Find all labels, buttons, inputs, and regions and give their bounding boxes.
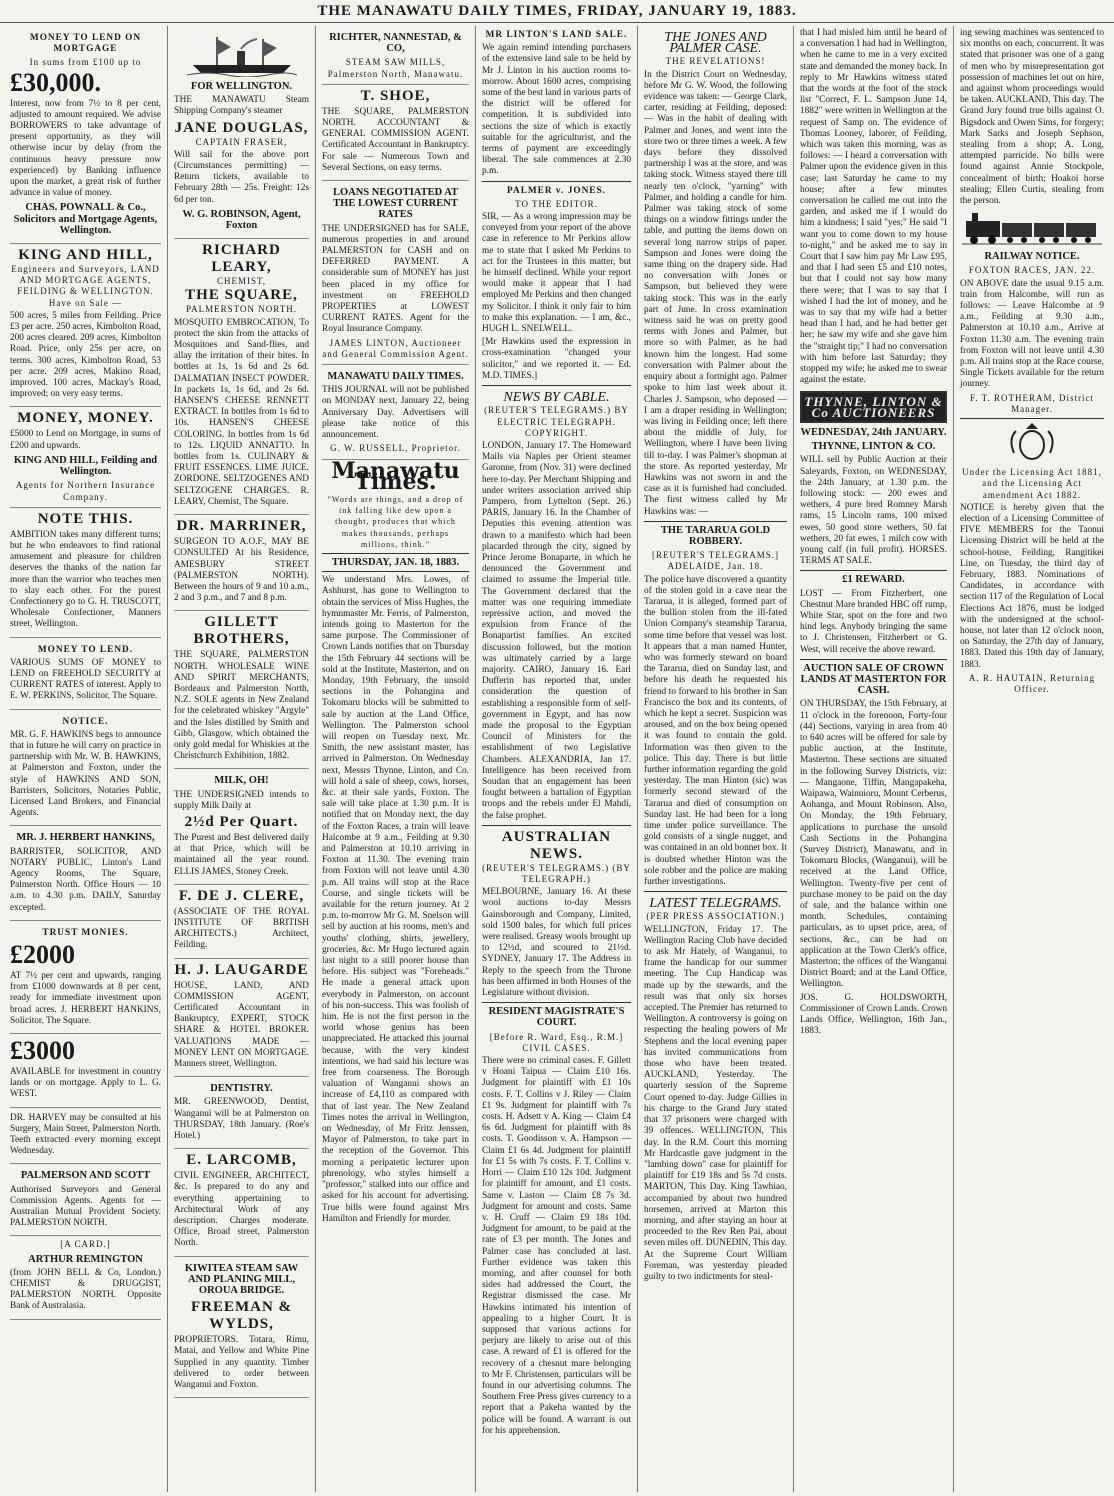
ad-larcomb [174,1149,309,1256]
divider [800,570,947,571]
column-4 [476,26,638,1492]
ad-kiwitea [174,1257,309,1399]
ad-body: THE UNDERSIGNED has for SALE, numerous properties in and around PALMERSTON for CASH and on DEFERRED PAYMENT. A considerable sum of MONEY has just been placed in my office for investment on FREEHOLD PROPERTIES at LOWEST CURRENT RATES. Agent for the Royal Insurance Company. [322,223,469,335]
divider [322,553,469,554]
ad-place: PALMERSTON NORTH. [186,304,297,315]
ad-heading: H. J. LAUGARDE [174,961,309,978]
ad-heading: Under the Licensing Act 1881, and the Licensing Act amendment Act 1882. [962,467,1102,500]
article-heading: THE JONES AND PALMER CASE. [664,30,767,57]
ad-body: (ASSOCIATE OF THE ROYAL INSTITUTE OF BRITISH ARCHITECTS.) Architect, Feilding. [174,906,309,951]
ad-body: STEAM SAW MILLS, Palmerston North, Manawatu. [327,57,464,79]
sale-date: WEDNESDAY, 24th JANUARY. [800,426,947,438]
ad-heading: NOTICE. [62,716,109,727]
ad-body: WILL sell by Public Auction at their Saleyards, Foxton, on WEDNESDAY, the 24th January, at 1.30 p.m. the following stock: — 200 ewes and wethers, 4 pure bred Romney Marsh rams, 15 Lincoln rams, 100 mixed ewes, 50 good store wethers, 50 fat wethers, 20 fat ewes, 1 milch cow with young calf (in full profit). HORSES. TERMS AT SALE. [800,455,947,567]
ad-heading: £1 REWARD. [842,574,905,586]
divider [482,1002,631,1003]
ad-body: THE MANAWATU Steam Shipping Company's steamer [174,95,309,117]
ad-heading: PALMERSON AND SCOTT [20,1170,151,1182]
ad-body: DR. HARVEY may be consulted at his Surgery, Main Street, Palmerston North. Teeth extracted every morning except Wednesday. [10,1112,161,1157]
ad-heading: MONEY TO LEND. [37,644,134,655]
ad-sig: A. R. HAUTAIN, Returning Officer. [968,672,1096,694]
ad-king-hill [10,244,161,407]
ad-sig: The Purest and Best delivered daily at that Price, which will be maintained all the year round. ELLIS JAMES, Stoney Creek. [174,832,309,877]
ad-heading: TRUST MONIES. [42,927,129,938]
ad-heading: RICHARD LEARY, [202,242,281,276]
ad-amount: £3000 [10,1036,75,1066]
article-heading: THE TARARUA GOLD ROBBERY. [660,524,771,547]
article-sub: [Before R. Ward, Esq., R.M.] CIVIL CASES. [489,1031,624,1053]
article-body: In the District Court on Wednesday, before Mr G. W. Wood, the following evidence was taken: — George Clark, carter, residing at Feilding, deposed: — Was in the habit of dealing with Palmer and Jones, and went into the store two or three times a week. A few days before they dissolved partnership I was at the store, and was taking stock. Witness stayed there till nearly ten o'clock, "yarning" with Palmer, and holding a candle for him. Palmer was taking stock of some things on a window fittings under the table, and putting the items down on several long narrow strips of paper. Sampson and Jones were doing the same thing on the drapery side. Had no conversation with Jones or Sampson, but believed they were taking stock. This was in the early part of June. In cross examination witness said he was on pretty good terms with Jones and Palmer, but more so with Palmer, as he had known him the longest. Had some conversation with Palmer about the enquiry about a fortnight ago. Palmer spoke to him last week about it. Charles J. Sampson, who deposed — I am a draper residing in Wellington; was living in Feilding once; left there about the middle of July, for Wellington, where I have been living till to-day. I was Palmer's shopman at the store. As reported yesterday, Mr Hawkins was not sworn in and the case as it is furnished had concluded. The first witness called by Mr Hawkins was: — [644,69,787,517]
ad-heading: MILK, OH! [214,775,269,787]
ad-clere [174,885,309,959]
auctioneer-banner: THYNNE, LINTON & Co AUCTIONEERS [800,391,947,423]
article-sub: THE REVELATIONS! [665,56,766,67]
ad-sig: JAMES LINTON, Auctioneer and General Commission Agent. [322,337,469,359]
article-sub: [REUTER'S TELEGRAMS.] ADELAIDE, Jan. 18. [652,550,779,572]
ad-heading: T. SHOE, [360,87,431,104]
date-line: THURSDAY, JAN. 18, 1883. [331,556,460,568]
column-7 [954,26,1110,1492]
ship-name: JANE DOUGLAS, [174,119,309,136]
column-2 [168,26,316,1492]
article-body: that I had misled him until he heard of a conversation I had had in Wellington, when he came to me in a very excited state and demanded the money back. In reply to Mr Hawkins witness stated that the words at the foot of the stock list "Correct, F. L. Sampson June 14, 1882" were written in Wellington at the request of Samp on. The evidence of Thomas Looney, laborer, of Feilding, which was taken this morning, was as follows: — I heard a conversation with Palmer upon the evidence given in this case; last Saturday he came to my house; after a few minutes conversation he called me out into the garden, and asked me if I would do him a kindness; I said "yes;" He said "I want you to come down to my house to-night," and he asked me to say in Court that I saw him pay Mr Law £95, and that I had seen £5 and £10 notes, but that I could not say how many there were; that I was to say that I wished I had the lot of money, and he was to say that my wife had a better head than I had, and he had better get her; he saw my wife and she gave him the "straight tip;" I had no conversation with him before last Saturday; they stopped my wife; he asked me to swear against the estate. [800,28,947,386]
divider [960,418,1104,419]
leader-body: We understand Mrs. Lowes, of Ashhurst, has gone to Wellington to obtain the services of Miss Hughes, the hymnmaster Mr. Ferris, of Palmerston, intends going to Masterton for the same purpose. The Commissioner of Crown Lands notifies that on Thursday the 15th February 44 sections will be sold at the Institute, Masterton, and on Monday, 19th February, the unsold sections in the Pohangina and Tokomaru blocks will be submitted to sale by auction at the Land Office, Wellington. The Palmerston school will reopen on Tuesday next. Mr. Smith, the new assistant master, has arrived in Palmerston. On Wednesday next, Messrs Thynne, Linton, and Co. will hold a sale of sheep, cows, horses, &c. at their sale yards, Foxton. The sale will take place at 1.30 p.m. It is notified that on Monday next, the day of the Foxton Races, a train will leave Halcombe at 9 a.m., Feilding at 9.30 and Palmerston at 10.10 arriving in Foxton at 11.30. The evening train from Foxton will not leave until 4.30 p.m. All trains will stop at the Race Course, and single tickets will be available for the return journey. At 2 p.m. to-morrow Mr G. M. Snelson will sell by auction at his rooms, men's and youths' clothing, shirts, jewellery, groceries, &c. Mr Hugo lectured again last night to a still poorer house than before. His subject was "Foreheads." He made a general attack upon everybody in Palmerston, on account of his non-success. This was foolish of him. He is not the first person in the world whose genius has been unappreciated. He attacked this journal because, with the very kindest intentions, we had said his lecture was free from coarseness. The Borough valuation of Wanganui shows an increase of £4,110 as compared with that of last year. The New Zealand Times notes the arrival in Wellington, on Wednesday, of Mr Fritz Jenssen, Mayor of Palmerston, to take part in the reception of the Governor. This morning a peripatetic lecturer upon phrenology, who styles himself a "professor," stalked into our office and asked for his account for advertising. True bills were found against Mrs Hamilton and Friendly for murder. [322,575,469,1224]
ad-body: £5000 to Lend on Mortgage, in sums of £200 and upwards. [10,429,161,451]
column-5 [638,26,794,1492]
ad-heading: ARTHUR REMINGTON [28,1253,143,1265]
ad-heading: THYNNE, LINTON & CO. [811,441,936,453]
ad-milk [174,769,309,884]
ad-heading: AUCTION SALE OF CROWN LANDS AT MASTERTON FOR CASH. [800,662,947,697]
ad-body: ON ABOVE date the usual 9.15 a.m. train from Halcombe, will run as follows: — Leave Halcombe at 9 a.m., Feilding at 9.30 a.m., Palmerston at 10.10 a.m., Arrive at Foxton 11.30 a.m. The evening train from Foxton will not leave until 4.30 p.m. All trains stop at the Race course, Single Tickets available for the return journey. [960,278,1104,390]
ad-heading: KING AND HILL, [18,247,153,264]
ad-sig: JOS. G. HOLDSWORTH, Commissioner of Crown Lands. Crown Lands Office, Wellington, 16th Jan., 1883. [800,992,947,1037]
column-1 [4,26,168,1492]
ad-palmerson [10,1164,161,1236]
article-sub: (PER PRESS ASSOCIATION.) [646,911,785,922]
ad-amount: £2000 [10,940,75,969]
ad-loans [322,181,469,365]
train-icon [962,211,1102,247]
ad-body: AT 7½ per cent and upwards, ranging from £1000 downwards at 8 per cent, ready for immediate investment upon broad acres. J. HERBERT HANKINS, Solicitor, The Square. [10,971,161,1026]
ad-sub: In sums from £100 up to [29,57,142,68]
ad-leary [174,239,309,515]
ad-firm: KING AND HILL, Feilding and Wellington. [13,454,158,478]
article-heading: MR LINTON'S LAND SALE. [485,30,628,40]
ad-richter [322,26,469,85]
article-body: WELLINGTON, Friday 17. The Wellington Racing Club have decided to ask Mr Hately, of Wanganui, to frame the handicap for our summer meeting. The Cup Handicap was made up by the stewards, and the result was that only six horses accepted. The Premier has returned to Wellington. A controversy is going on respecting the healing powers of Mr Stephens and the local evening paper has invited communications from those who have been treated. AUCKLAND, Yesterday. The quarterly session of the Supreme Court opened to-day. Judge Gillies in his charge to the Grand Jury stated that 37 prisoners were charged with 39 offences. WELLINGTON, This day. In the R.M. Court this morning Mr Hardcastle gave judgment in the "lambing down" case for plaintiff for plaintiff for £19 18s and 5s 7d costs. MARTON, This Day. King Tawhiao, accompanied by about two hundred horsemen, arrived at Marton this morning, and after staying an hour at proceeded to the Rev Ren Pai, about seven miles off. DUNEDIN, This day. At the Supreme Court William Foreman, was yesterday pleaded guilty to two indictments for steal- [644,924,787,1282]
article-body: SIR, — As a wrong impression may be conveyed from your report of the above case in reference to Mr Perkins allow me to state that I asked Mr Perkins to act for the Trustees in this matter, but he himself declined. While your report would make it appear that I had employed Mr Perkins and then changed my Solicitor. I think it only fair to him to make this explanation. — I am, &c., HUGH L. SNELWELL. [482,212,631,335]
article-heading: AUSTRALIAN NEWS. [501,828,612,862]
divider [644,891,787,892]
ad-sub: CHEMIST, [216,276,267,287]
ad-heading: MONEY TO LEND ON MORTGAGE [29,33,142,55]
ad-mdt-notice [322,365,469,459]
divider [322,571,469,572]
ad-firm: CHAS. POWNALL & Co., Solicitors and Mortgage Agents, Wellington. [13,202,158,236]
article-heading: NEWS BY CABLE. [503,390,610,406]
ad-available [10,1034,161,1108]
ad-money-to-lend [10,638,161,710]
ad-body: ON THURSDAY, the 15th February, at 11 o'clock in the forenoon, Forty-four (44) Sections, varying in area from 40 to 640 acres will be offered for sale by public auction, at the Institute, Masterton. These sections are situated in the following Survey Districts, viz: — Mangaone, Tiffin, Mangapakeha, Waipawa, Wainuioru, Mount Cerberus, Aohanga, and Mount Robinson. Also, On Monday, the 19th February, applications to purchase the unsold Cash Sections in the Pohangina (Survey District), Manawatu, and in Tokomaru Blocks, (Wanganui), will be received at the Land Office, Wellington. Twenty-five per cent of purchase money to be paid on the day of sale, and the balance within one month. Schedules, containing particulars, as to upset price, area, of sections, &c., can be had on application at the Town Clerk's office, Masterton; the offices of the Wanganui District Board; and at the Land Office, Wellington. [800,699,947,990]
ad-heading: KIWITEA STEAM SAW AND PLANING MILL, OROUA BRIDGE. [184,1262,299,1297]
ad-body: LOST — From Fitzherbert, one Chestnut Mare branded HBC off rump, White Star, spot on the fore and two hind legs. Anybody bringing the same to J. Christensen, Fitzherbert or G. West, will receive the above reward. [800,588,947,655]
ad-body: AVAILABLE for investment in country lands or on mortgage. Apply to L. G. WEST. [10,1067,161,1100]
ad-body: 500 acres, 5 miles from Feilding. Price £3 per acre. 250 acres, Kimbolton Road, 200 acres cleared. 209 acres, Kimbolton Road. Price, only 25s per acre, on terms. 300 acres, Kimbolton Road, 53 per acre. 209 acres, Makino Road, improved. 100 acres, Mackay's Road, improved; on very easy terms. [10,310,161,400]
article-sub: (REUTER'S TELEGRAMS.) BY ELECTRIC TELEGRAPH. COPYRIGHT. [484,405,629,438]
ad-heading: FOR WELLINGTON. [190,81,293,92]
ad-heading: MANAWATU DAILY TIMES. [327,371,464,383]
ad-remington [10,1236,161,1319]
article-body: LONDON, January 17. The Homeward Mails via Naples per Orient steamer Garonne, from (Nov. 31) were declined here to-day. Per Merchant Shipping and under writers association arrived ship Pampero, from Lyttelton (Sept. 26.) PARIS, January 16. In the Chamber of Deputies this evening attention was drawn to a manifesto which had been placarded through the city, signed by Prince Jerome Bonaparte, in which he denounced the Government and claimed to assume the Imperial title. The Government declared that the matter was one requiring immediate repressive action, and moved the expulsion from France of the Bonapartist families. An excited discussion followed, but the motion was ultimately carried by a large majority. CAIRO, January 16. Earl Dufferin has reported that, under consideration the question of establishing a responsible form of self-government in Egypt, and has now made the proposal to the Egyptian Council of Ministers for the establishment of two Legislative Chambers. ALEXANDRIA, Jan 17. Intelligence has been received from Soudan that an engagement has been fought between a battalion of Egyptian troops and the rebels under El Mahdi, the false prophet. [482,440,631,821]
ad-sig: G. W. RUSSELL, Proprietor. [330,443,461,454]
divider [800,659,947,660]
paper-motto: "Words are things, and a drop of ink falling like dew upon a thought, produces that which makes thousands, perhaps millions, think." [327,494,464,549]
ad-money-money [10,407,161,507]
ad-heading: RICHTER, NANNESTAD, & CO, [329,32,462,55]
ad-heading: MONEY, MONEY. [17,410,154,427]
divider [482,181,631,182]
ad-heading: F. DE J. CLERE, [178,887,305,904]
ad-body: HOUSE, LAND, AND COMMISSION AGENT, Certificated Accountant in Bankruptcy, EXPERT, STOCK SHARE & HOTEL BROKER. VALUATIONS MADE — MONEY LENT ON MORTGAGE. Manners street, Wellington. [174,980,309,1069]
divider [482,385,631,386]
ad-heading: GILLETT BROTHERS, [193,614,290,648]
ad-body: SURGEON TO A.O.F., MAY BE CONSULTED At his Residence, AMESBURY STREET (PALMERSTON NORTH). Between the hours of 9 and 10 a.m., 2 and 3 p.m., and 7 and 8 p.m. [174,537,309,604]
ad-heading: NOTE THIS. [37,510,134,527]
column-3 [316,26,476,1492]
ship-captain: CAPTAIN FRASER, [195,136,288,147]
ad-card: [A CARD.] [60,1239,111,1250]
ad-price: 2½d Per Quart. [184,813,299,830]
ad-body: BARRISTER, SOLICITOR, AND NOTARY PUBLIC, Linton's Land Agency Rooms, The Square, Palmerston North. Office Hours — 10 a.m. to 4.30 p.m. DAILY, Saturday excepted. [10,846,161,913]
article-body: There were no criminal cases. F. Gillett v Hoani Taipua — Claim £10 16s. Judgment for plaintiff with £1 10s costs. F. T. Collins v J. Riley — Claim £1 9s. Judgment for plaintiff with 7s costs. H. Adsett v A. King — Claim £4 6s 6d. Judgment for plaintiff with 8s costs. T. Goodisson v. A. Hampson — Claim £1 6s 4d. Judgment for plaintiff for £1 5s with 7s costs. F. T. Collins v. Horri — Claim £10 12s 10d. Judgment for plaintiff for amount, and £1 costs. Same v. Laston — Claim £8 7s 3d. Judgment for amount and costs. Same v. H. Cruff — Claim £9 18s 10d. Judgment for amount, to be paid at the rate of £3 per month. The Jones and Palmer case has concluded at last. Further evidence was taken this morning, and after counsel for both sides had addressed the Court, the Registrar dismissed the case. Mr Hawkins intimated his intention of appealing to a higher Court. It is supposed that various actions for perjury are likely to arise out of this case. A reward of £1 is offered for the recovery of a chesnut mare belonging to Mr F. Christensen, particulars will be found in our advertising columns. The Southern Free Press gives currency to a report that a Pakeha wanted by the police will be found. A warrant is out for his apprehension. [482,1056,631,1436]
divider [482,825,631,826]
ad-body: CIVIL ENGINEER, ARCHITECT, &c. Is prepared to do any and everything appertaining to Architectural Work of any description. Charges moderate. Office, Broad street, Palmerston North. [174,1171,309,1249]
ad-dentistry [174,1077,309,1149]
ad-money-lend [10,26,161,244]
article-heading: LATEST TELEGRAMS. [649,896,782,912]
ad-sub: Engineers and Surveyors, LAND AND MORTGAGE AGENTS, FEILDING & WELLINGTON. Have on Sale — [11,264,160,308]
columns [4,26,1110,1492]
ad-heading: LOANS NEGOTIATED AT THE LOWEST CURRENT RATES [332,187,459,221]
ad-body: THE SQUARE, PALMERSTON NORTH. WHOLESALE WINE AND SPIRIT MERCHANTS, Bordeaux and Palmerston North, N.Z. SOLE agents in New Zealand for the celebrated whiskey "Argyle" and the Isles distilled by Smith and Gibb, Glasgow, which obtained the only gold medal for Whiskies at the Christchurch Exhibition, 1882. [174,650,309,762]
ad-shoe [322,85,469,181]
ad-body: Interest, now from 7½ to 8 per cent, adjusted to amount required. We advise BORROWERS to take advantage of present opportunity, as they will otherwise incur by delay (from the continuous heavy pressure now experienced) by Banking influence upon the market, a great risk of further advance in value of money. [10,98,161,199]
article-body: ing sewing machines was sentenced to six months on each, concurrent. It was stated that prisoner was one of a gang of men who by misrepresentation got possession of machines let out on hire, and against whom proceedings would be taken. AUCKLAND, This day. The Grand Jury found true bills against O. Bigsdock and Owen Sims, for forgery; Mark Sarks and Joseph Sephson, stealing from a shop; A. Long, attempted parricide. No bills were found against Annie Stockpole, concealment of birth; Hoakoi horse stealing; Ellen Curtis, stealing from the person. [960,28,1104,207]
ad-body: MR. GREENWOOD, Dentist, Wanganui will be at Palmerston on THURSDAY, 18th January. (Roe's Hotel.) [174,1097,309,1142]
ad-heading: DR. MARRINER, [176,518,307,535]
ad-body: THIS JOURNAL will not be published on MONDAY next, January 22, being Anniversary Day. Advertisers will please take notice of this announcement. [322,385,469,441]
article-heading: PALMER v. JONES. [507,185,606,196]
ad-firm: FREEMAN & WYLDS, [190,1299,293,1333]
royal-arms-icon [1002,423,1062,463]
ad-square: THE SQUARE, [185,287,298,304]
ad-laugarde [174,959,309,1078]
article-body: MELBOURNE, January 16. At these wool auctions to-day Messrs Gainsborough and Company, Limited, sold 1500 bales, for which full prices were realised. Greasy wools brought up to 12½d, and scoured to 21½d. SYDNEY, January 17. The Address in Reply to the speech from the Throne has been affirmed in both Houses of the Legislature without division. [482,887,631,999]
ad-note-this [10,508,161,638]
ad-gillett [174,611,309,769]
column-6 [794,26,954,1492]
ad-body: PROPRIETORS. Totara, Rimu, Matai, and Yellow and White Pine Supplied in any quantity. Timber delivered to order between Wanganui and Foxton. [174,1335,309,1391]
ad-heading: RAILWAY NOTICE. [984,251,1080,263]
ad-sig: F. T. ROTHERAM, District Manager. [970,392,1094,414]
ad-body: Authorised Surveyors and General Commission Agents. Agents for — Australian Mutual Provident Society. PALMERSTON NORTH. [10,1184,161,1229]
ad-sub: FOXTON RACES, JAN. 22. [968,265,1096,276]
ship-icon [187,33,297,77]
ad-body: AMBITION takes many different turns; but he who endeavors to find rational amusement and pleasure for children deserves the thanks of the nation far more than the warrior who teaches men to slay each other. For the purest Confectionery go to G. H. TRUSCOTT, Wholesale Confectioner, Manners street, Wellington. [10,529,161,630]
article-body: The police have discovered a quantity of the stolen gold in a cave near the Tararua, it is alleged, formed part of the bullion stolen from the ill-fated Union Company's steamship Tararua, some time before that vessel was lost. It appears that a man named Hunter, who was formerly steward on board the Tararua, died on Sunday last, and before his death he requested his friend to forward to his brother in San Francisco the box and its contents, of which he kept a secret. Suspicion was aroused, and on the box being opened it was found to contain the gold. Information was then given to the police. This day. There is but little further information regarding the gold yesterday. The man Hinton (sic) was formerly second steward of the Tararua and died of consumption on Sunday last. He had been for a long time under police surveillance. The gold consists of a single nugget, and was contained in an old bonnet box. It is doubted whether Hinton was the sole robber and the police are making further investigations. [644,574,787,888]
article-heading: RESIDENT MAGISTRATE'S COURT. [488,1006,625,1029]
paper-title: Manawatu Times. [331,457,460,495]
ad-steamer [174,26,309,239]
ad-body: NOTICE is hereby given that the election of a Licensing Committee of FIVE MEMBERS for the Taonui Licensing District will be held at the school-house, Feilding, Rangitikei Line, on Tuesday, the third day of February, 1883. Nominations of Candidates, in accordance with section 117 of the Regulation of Local Elections Act 1876, must be lodged with the undersigned at the school-house, not later than 12 o'clock noon, on Saturday, the 27th day of January, 1883. Dated this 19th day of January, 1883. [960,502,1104,670]
ad-note: Agents for Northern Insurance Company. [15,480,156,502]
ad-body: MOSQUITO EMBROCATION, To protect the skin from the attacks of Mosquitoes and Sand-flies, and allay the irritation of their bites. In bottles at 1s, 1s 6d and 2s 6d. DALMATIAN INSECT POWDER. In packets 1s, 1s 6d, and 2s 6d. HANSEN'S CHEESE RENNETT EXTRACT. In bottles from 1s 6d to 10s. HANSEN'S CHEESE COLORING. In bottles from 1s 6d to 12s. LIQUID ANNATTO. In bottles from 1s. CULINARY & FRUIT ESSENCES. LIME JUICE. ZORDONE. SELTZOGENES AND SELTZOGENE CHARGES. R. LEARY, Chemist, The Square. [174,317,309,507]
ad-heading: MR. J. HERBERT HANKINS, [16,832,155,844]
divider [644,521,787,522]
ad-hankins [10,826,161,920]
ad-body: MR. G. F. HAWKINS begs to announce that in future he will carry on practice in partnership with Mr. W. B. HAWKINS, at Palmerston and Foxton, under the style of HAWKINS AND SON, Barristers, Solicitors, Notaries Public, Licensed Land Brokers, and Financial Agents. [10,729,161,819]
ad-notice [10,710,161,827]
article-body: We again remind intending purchasers of the extensive land sale to be held by Mr J. Linton in his auction rooms to-morrow. About 1600 acres, comprising some of the best land in various parts of the district will be offered for competition. It is subdivided into sections the size of which is exactly suitable for the agriculturist, and the terms of payment are exceedingly liberal. The sale commences at 2.30 p.m. [482,43,631,177]
ad-body: (from JOHN BELL & Co, London.) CHEMIST & DRUGGIST, PALMERSTON NORTH. Opposite Bank of Australasia. [10,1267,161,1312]
ad-heading: E. LARCOMB, [186,1152,297,1169]
ad-detail: Will sail for the above port (Circumstances permitting) — Return tickets, available to February 28th — 25s. Freight: 12s 6d per ton. [174,149,309,205]
article-sub: (REUTER'S TELEGRAMS.) (BY TELEGRAPH.) [482,862,631,885]
ad-marriner [174,515,309,611]
ad-heading: DENTISTRY. [210,1083,273,1095]
ad-agent: W. G. ROBINSON, Agent, Foxton [182,208,301,232]
ad-amount: £30,000. [10,67,101,97]
ad-body: VARIOUS SUMS OF MONEY to LEND on FREEHOLD SECURITY at CURRENT RATES of interest. Apply to E. W. PERKINS, Solicitor, The Square. [10,657,161,702]
ad-body: THE SQUARE, PALMERSTON NORTH. ACCOUNTANT & GENERAL COMMISSION AGENT. Certificated Accountant in Bankruptcy. For sale — Numerous Town and Several Sections, on easy terms. [322,106,469,173]
article-note: [Mr Hawkins used the expression in cross-examination "changed your solicitor," and we reported it. — Ed. M.D. TIMES.] [482,337,631,381]
masthead: THE MANAWATU DAILY TIMES, FRIDAY, JANUARY 19, 1883. [0,0,1114,23]
article-sub: TO THE EDITOR. [515,198,598,209]
ad-trust [10,921,161,1034]
ad-body: THE UNDERSIGNED intends to supply Milk Daily at [174,789,309,811]
ad-harvey [10,1108,161,1165]
